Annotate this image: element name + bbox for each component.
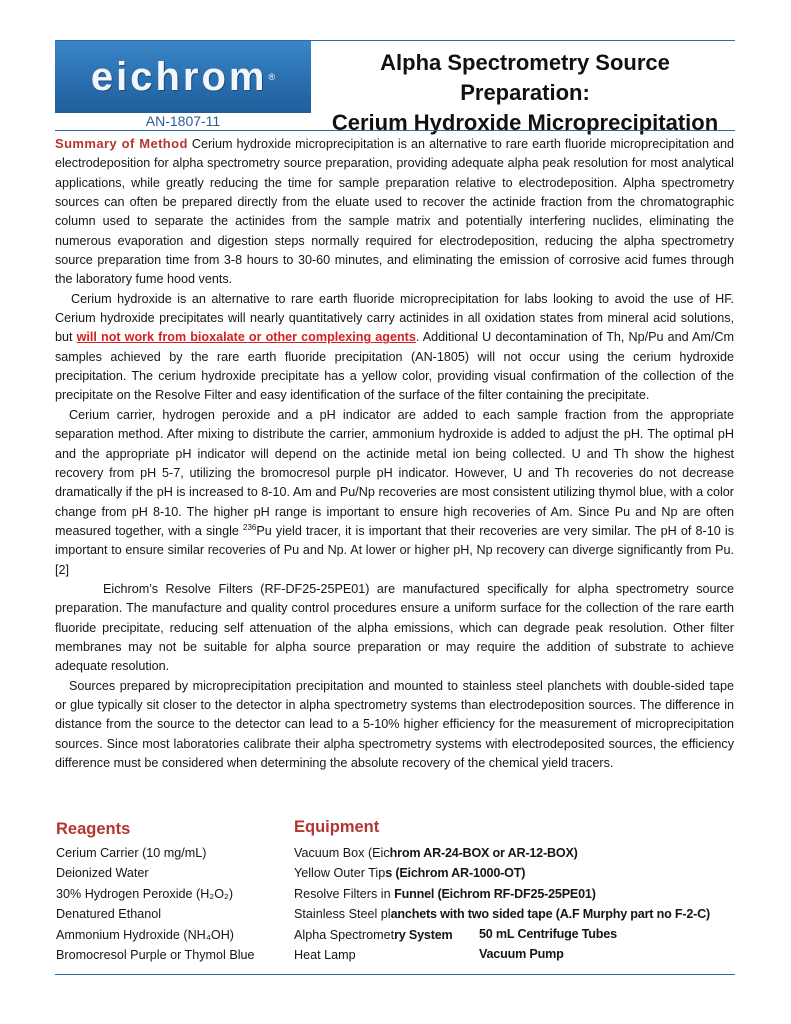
- reagents-list: [56, 843, 255, 965]
- reagent-item: Deionized Water: [56, 866, 149, 881]
- summary-paragraph-4: [55, 580, 734, 677]
- equipment-item-bold-text: ry System: [394, 927, 453, 942]
- summary-text-5: Sources prepared by microprecipitation precipitation and mounted to stainless steel planchets with double-sided tape or glue typically sit closer to the detector in alpha spectrometry systems than electrodeposition sources. The difference in distance from the source to the detector can lead to a 5-10% higher efficiency for the measurement of microprecipitation sources. Since most laboratories calibrate their alpha spectrometry systems with electrodeposited sources, the efficiency difference must be considered when determining the absolute recovery of the chemical yield tracers.: [55, 678, 734, 770]
- equipment-item-bold-text: hrom AR-24-BOX or AR-12-BOX): [389, 846, 578, 860]
- title-line-1: Alpha Spectrometry Source Preparation:: [380, 50, 670, 105]
- equipment-item-text: Stainless Steel pl: [294, 907, 391, 922]
- summary-paragraph-1: [55, 134, 734, 290]
- equipment-item-text: Vacuum Box (Eic: [294, 846, 390, 860]
- equipment-heading: Equipment: [294, 818, 380, 836]
- title-line-2: Cerium Hydroxide Microprecipitation: [331, 110, 719, 135]
- summary-text-2a: Cerium hydroxide is an alternative to rare earth fluoride microprecipitation for labs looking to avoid the use of HF. Cerium hydroxide precipitates will nearly quantitatively carry actinides in all oxidation states from mineral acid solutions, but: [55, 291, 734, 345]
- reagents-heading: Reagents: [56, 820, 131, 838]
- logo-text: eichrom: [90, 54, 268, 99]
- summary-text-2b: . Additional U decontamination of Th, Np/Pu and Am/Cm samples achieved by the rare earth fluoride precipitation (AN-1805) will not occur using the cerium hydroxide precipitation. The cerium hydroxide precipitate has a yellow color, providing visual confirmation of the collection of the precipitate on the Resolve Filter and easy identification of the surface of the filter containing the precipitate.: [55, 330, 734, 403]
- equipment-item: [294, 904, 710, 924]
- equipment-item-text: Alpha Spectromet: [294, 927, 395, 942]
- reagent-item: 30% Hydrogen Peroxide (H₂O₂): [56, 886, 234, 901]
- summary-body: [55, 134, 734, 773]
- equipment-item-bold-text: Funnel (Eichrom RF-DF25-25PE01): [394, 886, 596, 901]
- equipment-item-text: Yellow Outer Tip: [294, 866, 386, 881]
- reagent-item: Ammonium Hydroxide (NH₄OH): [56, 927, 234, 942]
- footer-rule: [55, 974, 735, 975]
- summary-text-3a: Cerium carrier, hydrogen peroxide and a pH indicator are added to each sample fraction from the appropriate separation method. After mixing to distribute the carrier, ammonium hydroxide is added to adjust the pH. The optimal pH and the appropriate pH indicator will depend on the actinide metal ion being collected. U and Th show the highest recovery from pH 5-7, utilizing the bromocresol purple pH indicator. However, U and Th recoveries do not decrease dramatically if the pH is increased to 8-10. Am and Pu/Np recoveries are most consistent utilizing thymol blue, with a color change from pH 8-10. The higher pH range is important to ensure high recoveries of Am. Since Pu and Np are often measured together, with a single: [55, 407, 734, 538]
- reagent-item: Cerium Carrier (10 mg/mL): [56, 846, 207, 860]
- equipment-item: [294, 863, 710, 883]
- logo-registered-mark: ®: [268, 72, 276, 82]
- header-bottom-rule: [55, 130, 735, 131]
- equipment-item-bold-text: s (Eichrom AR-1000-OT): [385, 866, 526, 881]
- summary-text-4: Eichrom’s Resolve Filters (RF-DF25-25PE01) are manufactured specifically for alpha spectrometry source preparation. The manufacture and quality control procedures ensure a uniform surface for the collection of the rare earth fluoride precipitate, reducing self attenuation of the alpha emissions, which can degrade peak resolution. Other filter membranes may not be suitable for alpha source preparation or may require the addition of substrate to achieve adequate resolution.: [55, 581, 734, 674]
- summary-paragraph-3: [55, 406, 734, 580]
- equipment-vacuum-pump: Vacuum Pump: [479, 947, 564, 961]
- summary-text-3b: Pu yield tracer, it is important that their recoveries are very similar. The pH of 8-10 is important to ensure similar recoveries of Pu and Np. At lower or higher pH, Np recovery can diverge significantly from Pu. [2]: [55, 523, 734, 577]
- eichrom-logo: [55, 41, 311, 113]
- equipment-item-text: Resolve Filters in: [294, 886, 395, 901]
- summary-heading: Summary of Method: [55, 136, 188, 151]
- summary-text-1: Cerium hydroxide microprecipitation is an alternative to rare earth fluoride microprecipitation and electrodeposition for alpha spectrometry source preparation, providing adequate alpha peak resolution for most analytical applications, while greatly reducing the time for sample preparation relative to electrodeposition. Alpha spectrometry sources can often be prepared directly from the eluate used to recover the actinide fraction from the chromatographic column used to separate the actinides from the sample matrix and potentially interfering nuclides, eliminating the numerous evaporation and digestion steps normally required for electrodeposition, reducing the alpha spectrometry source preparation time from 3-8 hours to 30-60 minutes, and eliminating the emission of corrosive acid fumes through the laboratory fume hood vents.: [55, 137, 735, 287]
- summary-paragraph-5: [55, 677, 734, 774]
- summary-paragraph-2: [55, 290, 734, 406]
- equipment-item-bold-text: anchets with two sided tape (A.F Murphy part no F-2-C): [390, 907, 711, 922]
- reagent-item: Bromocresol Purple or Thymol Blue: [56, 948, 255, 963]
- complexing-agent-warning: will not work from bioxalate or other complexing agents: [76, 330, 416, 345]
- equipment-item: [294, 884, 710, 904]
- document-id: AN-1807-11: [145, 113, 221, 129]
- page-title: [316, 48, 734, 138]
- isotope-superscript: 236: [243, 522, 257, 532]
- equipment-centrifuge-tubes: 50 mL Centrifuge Tubes: [479, 927, 617, 941]
- equipment-item-text: Heat Lamp: [294, 948, 356, 963]
- equipment-item: [294, 843, 710, 863]
- reagent-item: Denatured Ethanol: [56, 907, 162, 922]
